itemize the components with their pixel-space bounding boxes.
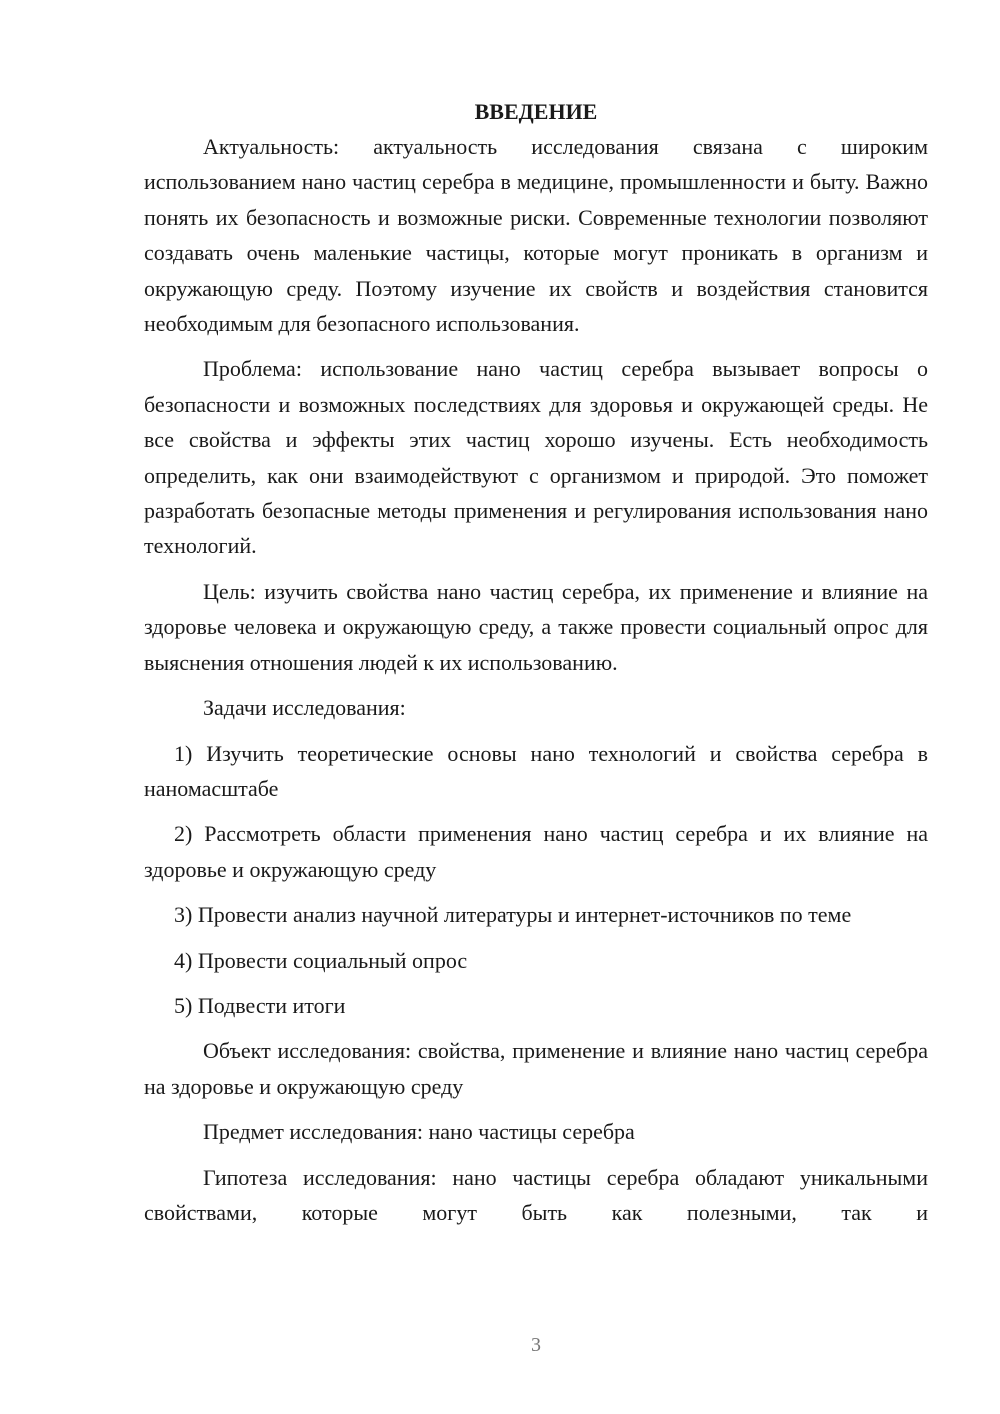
task-item: 1) Изучить теоретические основы нано технологий и свойства серебра в наномасштабе (144, 740, 928, 801)
paragraph-hypothesis: Гипотеза исследования: нано частицы серебра обладают уникальными свойствами, которые могут быть как полезными, так и (144, 1164, 928, 1225)
tasks-heading: Задачи исследования: (203, 695, 406, 721)
paragraph-relevance: Актуальность: актуальность исследования связана с широким использованием нано частиц серебра в медицине, промышленности и быту. Важно понять их безопасность и возможные риски. Современные технологии позволяют создавать очень маленькие частицы, которые могут проникать в организм и окружающую среду. Поэтому изучение их свойств и воздействия становится необходимым для безопасного использования. (144, 134, 928, 337)
task-item: 2) Рассмотреть области применения нано частиц серебра и их влияние на здоровье и окружающую среду (144, 821, 928, 882)
page-number: 3 (531, 1334, 541, 1356)
paragraph-object: Объект исследования: свойства, применение и влияние нано частиц серебра на здоровье и окружающую среду (144, 1038, 928, 1099)
paragraph-goal: Цель: изучить свойства нано частиц серебра, их применение и влияние на здоровье человека и окружающую среду, а также провести социальный опрос для выяснения отношения людей к их использованию. (144, 578, 928, 675)
task-item: 3) Провести анализ научной литературы и интернет-источников по теме (174, 902, 852, 928)
page-title: ВВЕДЕНИЕ (474, 99, 598, 124)
task-item: 4) Провести социальный опрос (174, 947, 468, 973)
page-content (144, 94, 928, 1240)
paragraph-subject: Предмет исследования: нано частицы серебра (203, 1119, 635, 1145)
paragraph-problem: Проблема: использование нано частиц серебра вызывает вопросы о безопасности и возможных последствиях для здоровья и окружающей среды. Не все свойства и эффекты этих частиц хорошо изучены. Есть необходимость определить, как они взаимодействуют с организмом и природой. Это поможет разработать безопасные методы применения и регулирования использования нано технологий. (144, 356, 928, 559)
task-item: 5) Подвести итоги (174, 992, 346, 1018)
